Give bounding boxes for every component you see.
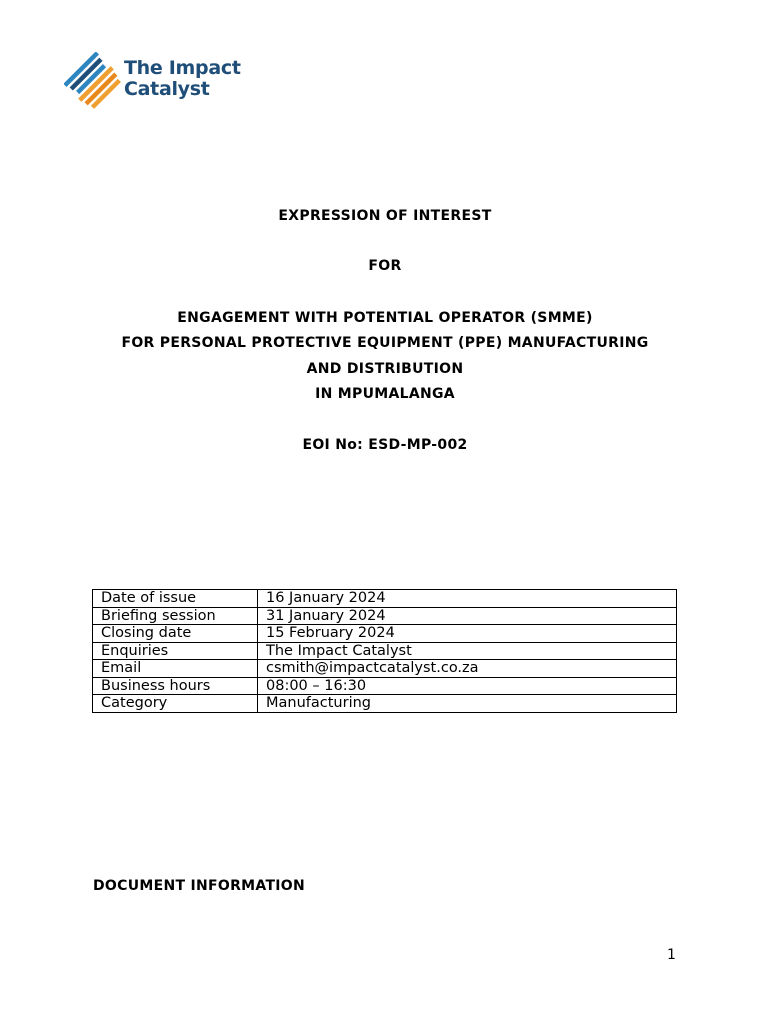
document-information-heading: DOCUMENT INFORMATION: [93, 878, 306, 894]
engagement-heading-line-2: FOR PERSONAL PROTECTIVE EQUIPMENT (PPE) MANUFACTURING: [121, 335, 649, 351]
page-number: 1: [667, 947, 676, 963]
detail-label: Category: [93, 695, 258, 713]
logo-wordmark: [124, 58, 241, 100]
detail-label: Briefing session: [93, 607, 258, 625]
catalyst-stripes-icon: [64, 52, 122, 110]
table-row: [93, 660, 677, 678]
table-row: [93, 607, 677, 625]
detail-label: Email: [93, 660, 258, 678]
detail-label: Date of issue: [93, 590, 258, 608]
engagement-heading-line-4: IN MPUMALANGA: [315, 386, 455, 402]
company-logo: [64, 52, 244, 110]
for-heading: FOR: [368, 258, 402, 274]
detail-label: Business hours: [93, 677, 258, 695]
eoi-details-table: [92, 589, 677, 713]
detail-value: 08:00 – 16:30: [258, 677, 677, 695]
logo-line-1: The Impact: [124, 57, 241, 79]
logo-line-2: Catalyst: [124, 78, 210, 100]
detail-value: 31 January 2024: [258, 607, 677, 625]
email-link[interactable]: csmith@impactcatalyst.co.za: [258, 660, 677, 678]
detail-value: 16 January 2024: [258, 590, 677, 608]
eoi-number: EOI No: ESD-MP-002: [302, 437, 468, 453]
table-row: [93, 642, 677, 660]
table-row: [93, 677, 677, 695]
detail-value: 15 February 2024: [258, 625, 677, 643]
detail-value: The Impact Catalyst: [258, 642, 677, 660]
engagement-heading-line-3: AND DISTRIBUTION: [306, 361, 464, 377]
detail-label: Enquiries: [93, 642, 258, 660]
table-row: [93, 625, 677, 643]
table-row: [93, 590, 677, 608]
engagement-heading-line-1: ENGAGEMENT WITH POTENTIAL OPERATOR (SMME): [177, 310, 593, 326]
table-row: [93, 695, 677, 713]
detail-label: Closing date: [93, 625, 258, 643]
detail-value: Manufacturing: [258, 695, 677, 713]
document-title: EXPRESSION OF INTEREST: [278, 208, 492, 224]
